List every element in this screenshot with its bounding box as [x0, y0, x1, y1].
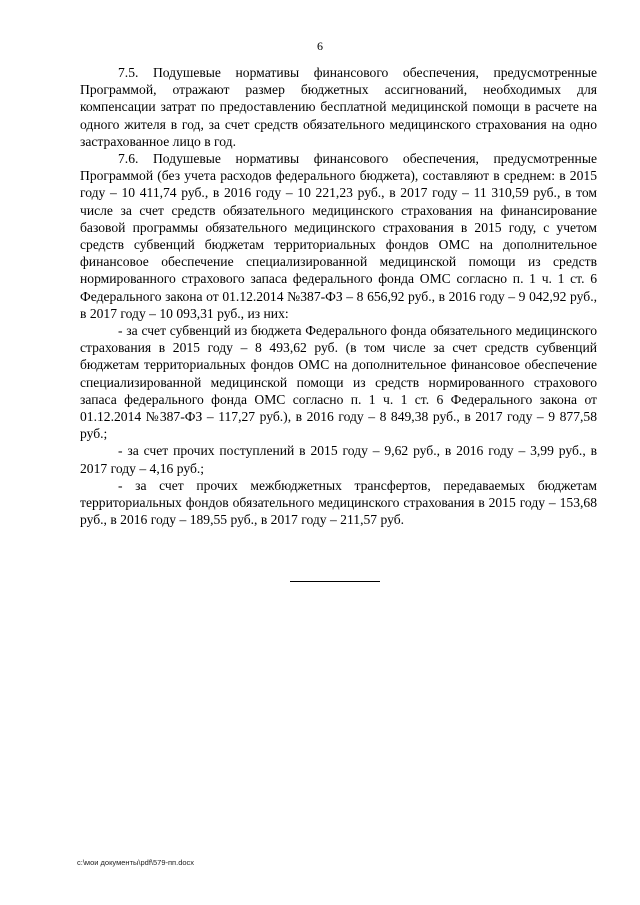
end-separator-line	[290, 581, 380, 582]
paragraph-7-5: 7.5. Подушевые нормативы финансового обеспечения, предусмотренные Программой, отражают размер бюджетных ассигнований, необходимых для компенсации затрат по предоставлению бесплатной медицинской помощи в расчете на одного жителя в год, за счет средств обязательного медицинского страхования на одно застрахованное лицо в год.	[80, 65, 597, 149]
footer-file-path: c:\мои документы\pdf\579-пп.docx	[77, 858, 195, 867]
page-number: 6	[317, 39, 323, 53]
list-item-subventions: - за счет субвенций из бюджета Федерального фонда обязательного медицинского страхования в 2015 году – 8 493,62 руб. (в том числе за счет средств субвенций бюджетам территориальных фондов ОМС на дополнительное финансовое обеспечение специализированной медицинской помощи из средств нормированного страхового запаса федерального фонда ОМС согласно п. 1 ч. 1 ст. 6 Федерального закона от 01.12.2014 №387-ФЗ – 117,27 руб.), в 2016 году – 8 849,38 руб., в 2017 году – 9 877,58 руб.;	[80, 323, 597, 442]
document-body	[80, 64, 597, 528]
list-item-other-receipts: - за счет прочих поступлений в 2015 году – 9,62 руб., в 2016 году – 3,99 руб., в 2017 году – 4,16 руб.;	[80, 443, 597, 476]
list-item-interbudget-transfers: - за счет прочих межбюджетных трансфертов, передаваемых бюджетам территориальных фондов обязательного медицинского страхования в 2015 году – 153,68 руб., в 2016 году – 189,55 руб., в 2017 году – 211,57 руб.	[80, 477, 597, 528]
paragraph-7-6: 7.6. Подушевые нормативы финансового обеспечения, предусмотренные Программой (без учета расходов федерального бюджета), составляют в среднем: в 2015 году – 10 411,74 руб., в 2016 году – 10 221,23 руб., в 2017 году – 11 310,59 руб., в том числе за счет средств обязательного медицинского страхования на финансирование базовой программы обязательного медицинского страхования в 2015 году, с учетом средств субвенций бюджетам территориальных фондов ОМС на дополнительное финансовое обеспечение специализированной медицинской помощи из средств нормированного страхового запаса федерального фонда ОМС согласно п. 1 ч. 1 ст. 6 Федерального закона от 01.12.2014 №387-ФЗ – 8 656,92 руб., в 2016 году – 9 042,92 руб., в 2017 году – 10 093,31 руб., из них:	[80, 151, 597, 321]
